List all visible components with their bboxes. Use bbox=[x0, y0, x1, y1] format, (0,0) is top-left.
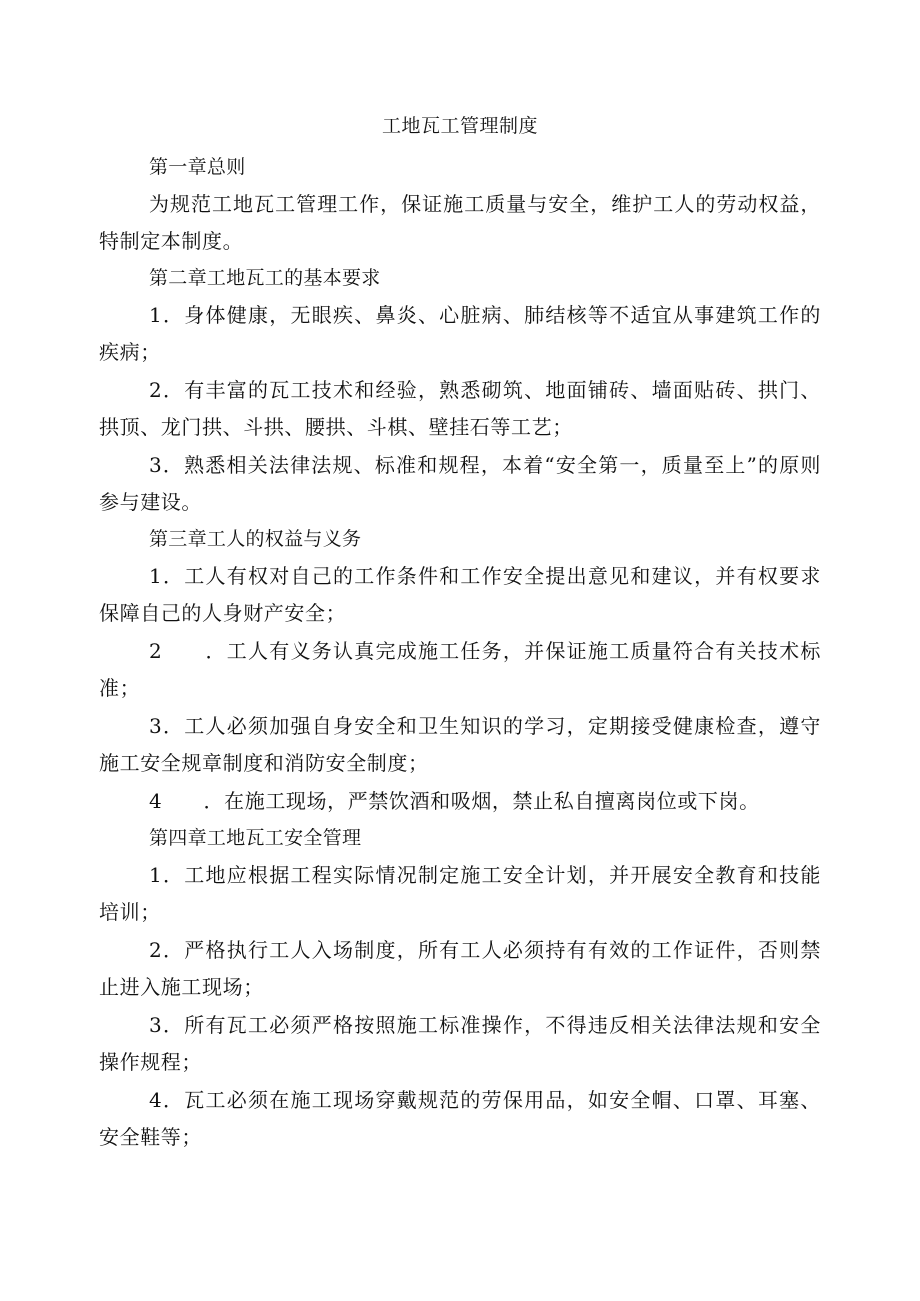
document-body bbox=[99, 112, 821, 1156]
body-paragraph: 2．有丰富的瓦工技术和经验，熟悉砌筑、地面铺砖、墙面贴砖、拱门、拱顶、龙门拱、斗拱、腰拱、斗棋、壁挂石等工艺； bbox=[99, 378, 821, 439]
body-paragraph: 3．所有瓦工必须严格按照施工标准操作，不得违反相关法律法规和安全操作规程； bbox=[99, 1013, 821, 1074]
body-paragraph: 4 ．在施工现场，严禁饮酒和吸烟，禁止私自擅离岗位或下岗。 bbox=[149, 789, 760, 813]
document-title: 工地瓦工管理制度 bbox=[381, 115, 538, 137]
chapter-heading: 第三章工人的权益与义务 bbox=[149, 528, 362, 550]
body-paragraph: 4．瓦工必须在施工现场穿戴规范的劳保用品，如安全帽、口罩、耳塞、安全鞋等； bbox=[99, 1088, 821, 1149]
chapter-heading: 第一章总则 bbox=[149, 156, 246, 178]
body-paragraph: 1．工地应根据工程实际情况制定施工安全计划，并开展安全教育和技能培训； bbox=[99, 863, 821, 924]
body-paragraph: 2 ．工人有义务认真完成施工任务，并保证施工质量符合有关技术标准； bbox=[99, 639, 821, 700]
body-paragraph: 3．熟悉相关法律法规、标准和规程，本着“安全第一，质量至上”的原则参与建设。 bbox=[99, 453, 821, 514]
body-paragraph: 1．工人有权对自己的工作条件和工作安全提出意见和建议，并有权要求保障自己的人身财产安全； bbox=[99, 564, 821, 625]
chapter-heading: 第四章工地瓦工安全管理 bbox=[149, 827, 362, 849]
body-paragraph: 3．工人必须加强自身安全和卫生知识的学习，定期接受健康检查，遵守施工安全规章制度和消防安全制度； bbox=[99, 714, 821, 775]
body-paragraph: 为规范工地瓦工管理工作，保证施工质量与安全，维护工人的劳动权益，特制定本制度。 bbox=[99, 192, 821, 253]
chapter-heading: 第二章工地瓦工的基本要求 bbox=[149, 267, 381, 289]
body-paragraph: 1．身体健康，无眼疾、鼻炎、心脏病、肺结核等不适宜从事建筑工作的疾病； bbox=[99, 303, 821, 364]
body-paragraph: 2．严格执行工人入场制度，所有工人必须持有有效的工作证件，否则禁止进入施工现场； bbox=[99, 938, 821, 999]
